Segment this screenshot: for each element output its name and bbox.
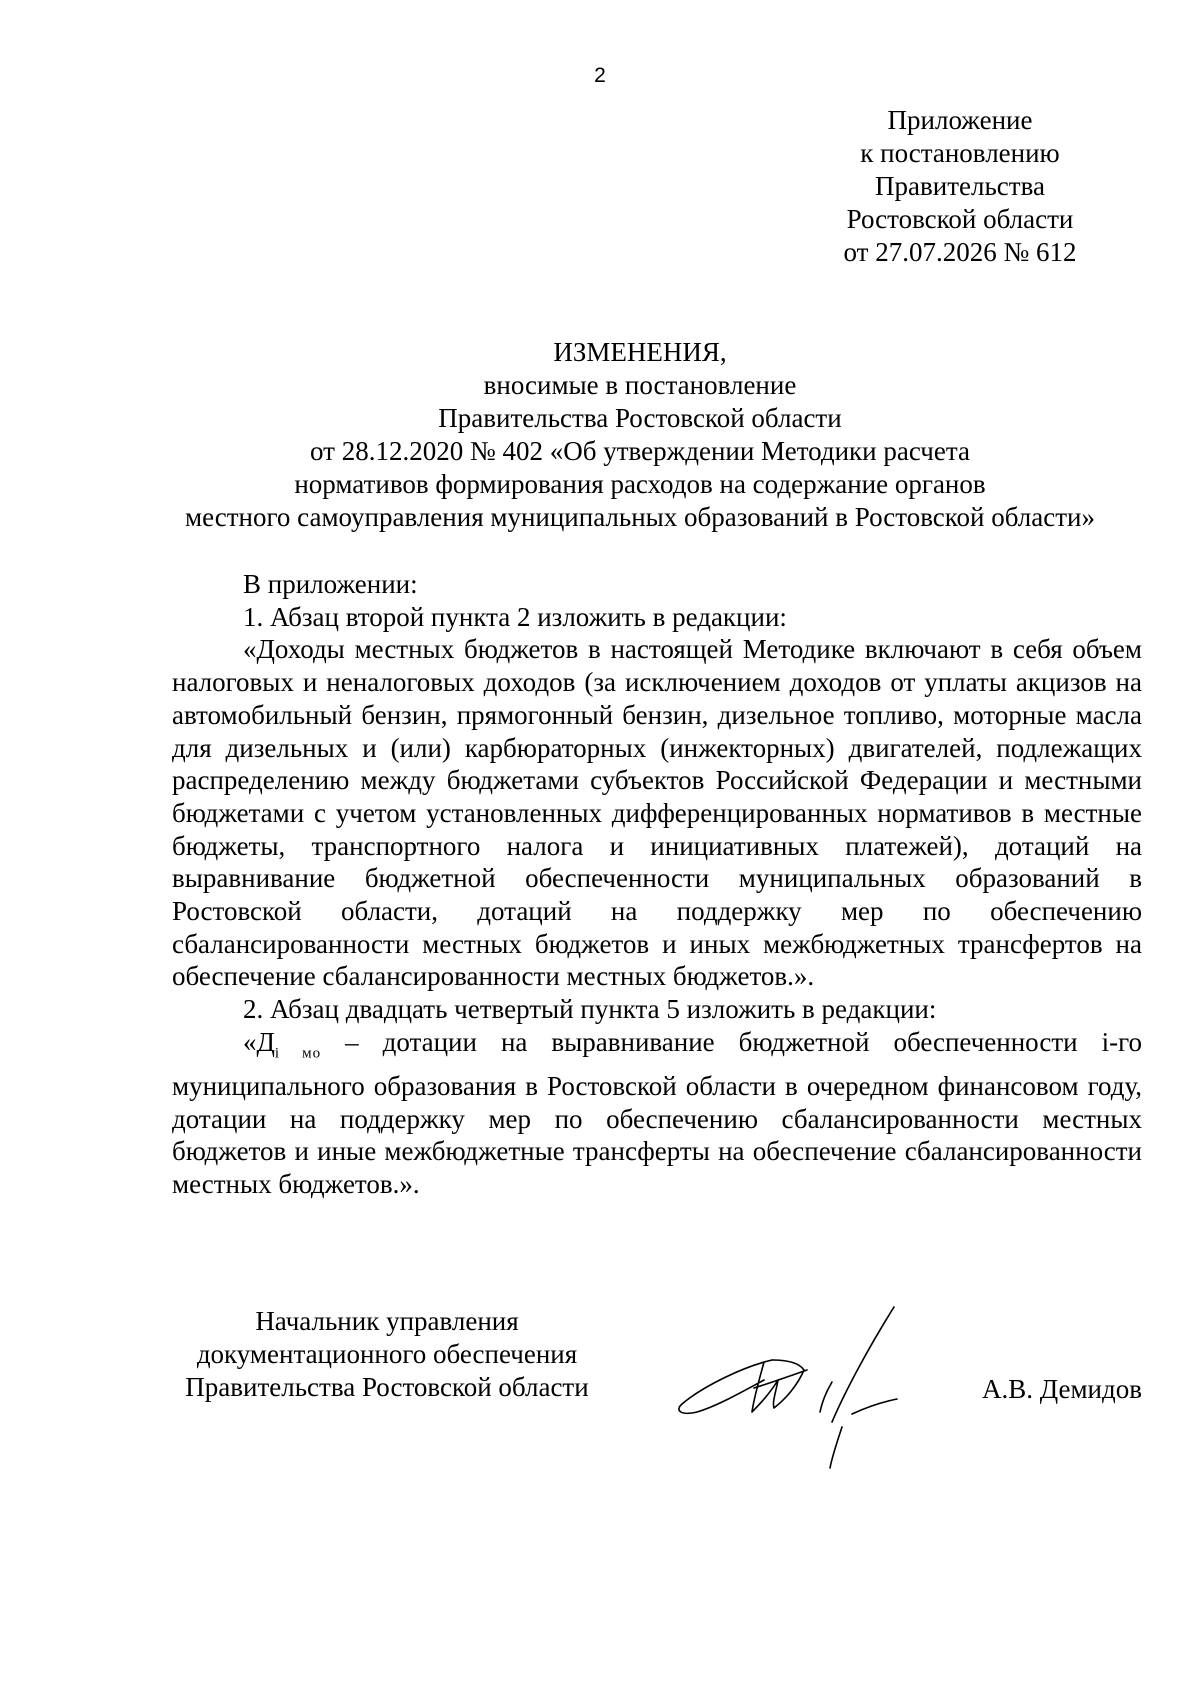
handwritten-signature: [672, 1302, 932, 1472]
appendix-line: Ростовской области: [846, 204, 1074, 234]
position-line: документационного обеспечения: [196, 1339, 578, 1369]
title-line: нормативов формирования расходов на содержание органов: [294, 469, 986, 499]
formula-subscript: i мо: [274, 1045, 322, 1062]
title-line: от 28.12.2020 № 402 «Об утверждении Методики расчета: [310, 436, 970, 466]
appendix-line: Правительства: [875, 171, 1045, 201]
signature-block: [172, 1305, 1142, 1475]
item2-definition: – дотации на выравнивание бюджетной обеспеченности i-го муниципального образования в Ростовской области в очередном финансовом году, дотации на поддержку мер по обеспечению сбалансированности местных бюджетов и иные межбюджетные трансферты на обеспечение сбалансированности местных бюджетов.».: [172, 1026, 1142, 1200]
appendix-line: Приложение: [887, 105, 1033, 135]
document-body: [172, 568, 1142, 1201]
position-line: Начальник управления: [255, 1306, 519, 1336]
item2-text: [172, 1026, 1142, 1201]
title-line: Правительства Ростовской области: [438, 403, 842, 433]
page-number: 2: [594, 64, 606, 87]
title-heading: ИЗМЕНЕНИЯ,: [553, 337, 727, 367]
item1-heading: 1. Абзац второй пункта 2 изложить в редакции:: [243, 601, 787, 632]
signatory-position: [172, 1305, 602, 1404]
appendix-line: от 27.07.2026 № 612: [843, 237, 1077, 267]
appendix-block: [780, 104, 1140, 269]
document-title: [140, 336, 1140, 534]
formula-symbol: «Д: [243, 1026, 275, 1057]
body-intro: В приложении:: [243, 569, 418, 599]
item2-heading: 2. Абзац двадцать четвертый пункта 5 изложить в редакции:: [243, 994, 937, 1025]
signatory-name: А.В. Демидов: [981, 1374, 1142, 1404]
item1-text: «Доходы местных бюджетов в настоящей Методике включают в себя объем налоговых и неналоговых доходов (за исключением доходов от уплаты акцизов на автомобильный бензин, прямогонный бензин, дизельное топливо, моторные масла для дизельных и (или) карбюраторных (инжекторных) двигателей, подлежащих распределению между бюджетами субъектов Российской Федерации и местными бюджетами с учетом установленных дифференцированных нормативов в местные бюджеты, транспортного налога и инициативных платежей), дотаций на выравнивание бюджетной обеспеченности муниципальных образований в Ростовской области, дотаций на поддержку мер по обеспечению сбалансированности местных бюджетов и иных межбюджетных трансфертов на обеспечение сбалансированности местных бюджетов.».: [172, 634, 1142, 992]
appendix-line: к постановлению: [860, 138, 1060, 168]
position-line: Правительства Ростовской области: [185, 1372, 589, 1402]
title-line: вносимые в постановление: [483, 370, 797, 400]
title-line: местного самоуправления муниципальных образований в Ростовской области»: [185, 502, 1095, 532]
